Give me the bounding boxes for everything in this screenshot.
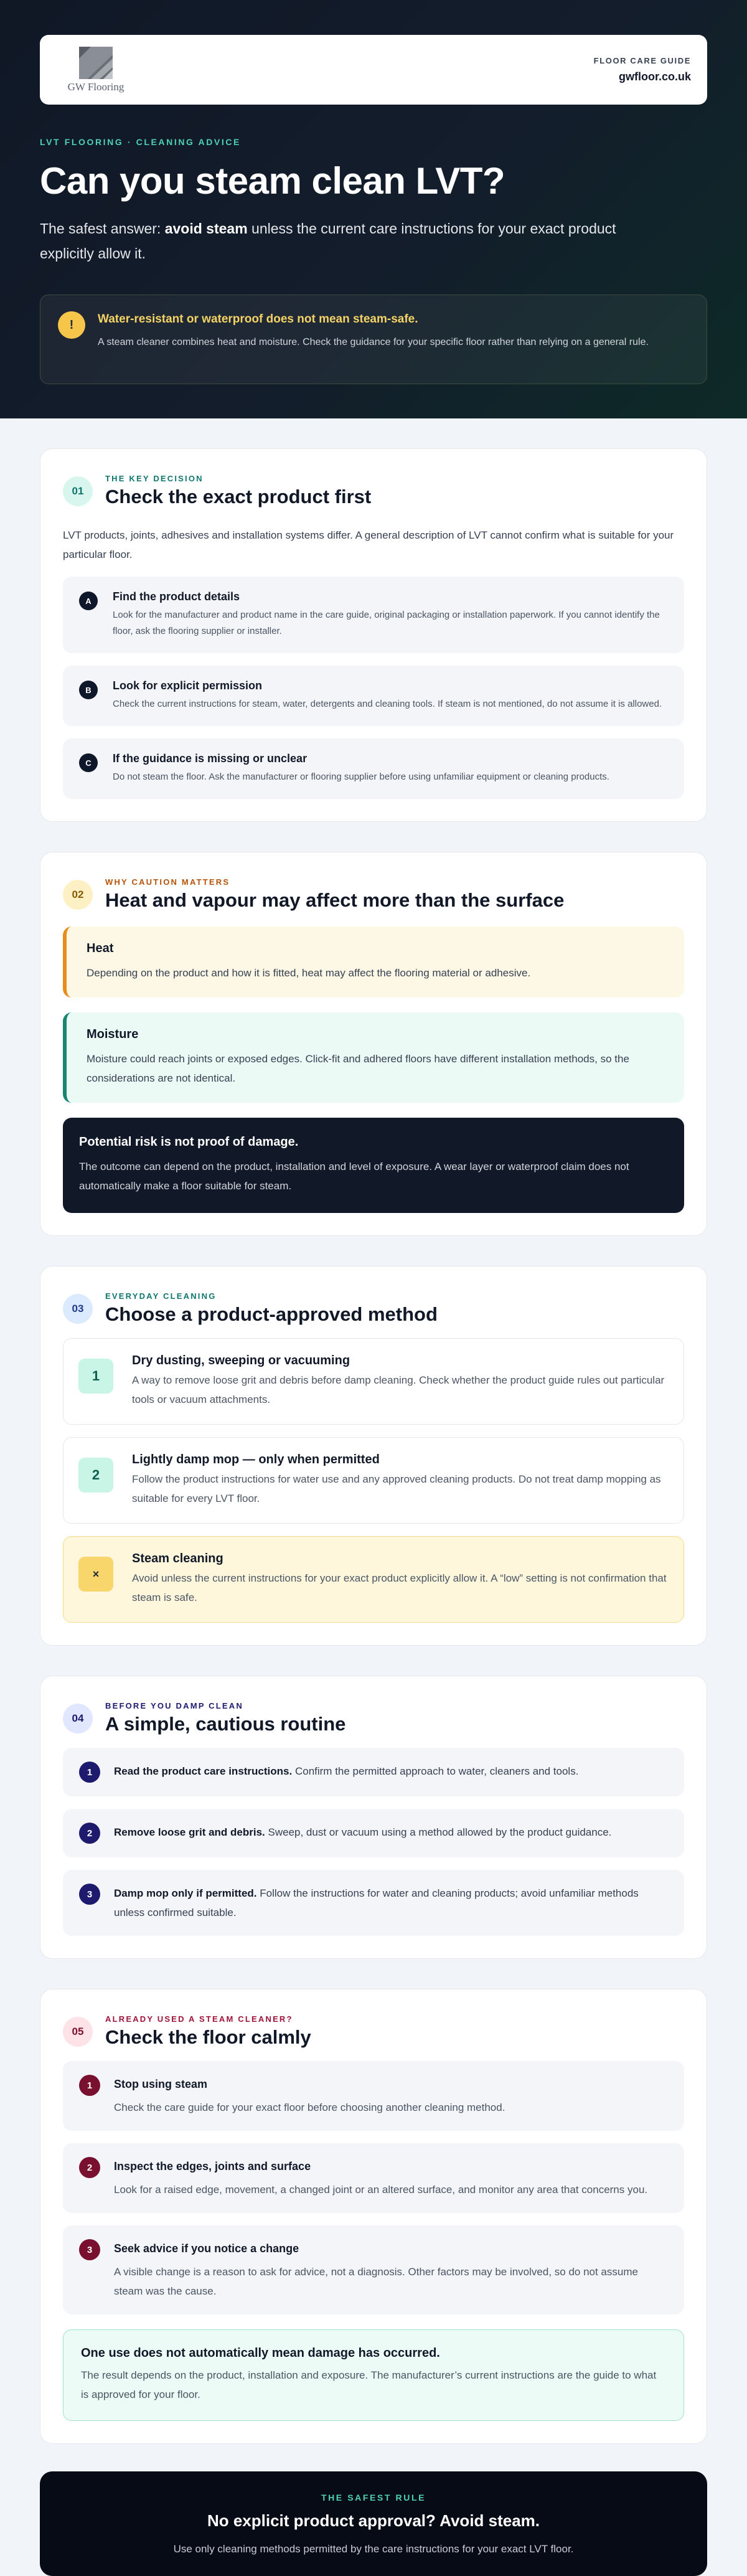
method-text: Follow the product instructions for water use and any approved cleaning products. Do not treat damp mopping as suitable for every LVT floor. bbox=[132, 1473, 661, 1504]
step-text: Follow the instructions for water and cleaning products; avoid unfamiliar methods unless confirmed suitable. bbox=[114, 1887, 639, 1918]
item-title: Find the product details bbox=[113, 590, 240, 603]
step-title: Seek advice if you notice a change bbox=[114, 2242, 299, 2255]
method-title: Steam cleaning bbox=[132, 1552, 223, 1565]
list-item bbox=[63, 738, 684, 799]
logo-mark-icon bbox=[78, 46, 113, 80]
section-number: 05 bbox=[63, 2017, 93, 2047]
risk-panel bbox=[63, 1118, 684, 1213]
moisture-panel bbox=[63, 1012, 684, 1103]
rule-text: Use only cleaning methods permitted by the care instructions for your exact LVT floor. bbox=[173, 2543, 574, 2555]
check-step bbox=[63, 2225, 684, 2314]
step-lead: Damp mop only if permitted. bbox=[114, 1887, 257, 1899]
check-step bbox=[63, 2061, 684, 2131]
step-number: 3 bbox=[79, 1884, 100, 1905]
hero-kicker: LVT FLOORING · CLEANING ADVICE bbox=[40, 137, 241, 147]
step-lead: Remove loose grit and debris. bbox=[114, 1826, 265, 1838]
warning-text: A steam cleaner combines heat and moisture. Check the guidance for your specific floor rather than relying on a general rule. bbox=[98, 337, 649, 347]
heat-panel bbox=[63, 927, 684, 998]
step-lead: Read the product care instructions. bbox=[114, 1765, 293, 1777]
section-number: 03 bbox=[63, 1294, 93, 1324]
warning-title: Water-resistant or waterproof does not mean steam-safe. bbox=[98, 313, 418, 326]
method-number: 2 bbox=[78, 1458, 113, 1493]
panel-title: Moisture bbox=[87, 1027, 139, 1041]
letter-badge: C bbox=[79, 753, 98, 772]
method-card bbox=[63, 1338, 684, 1425]
list-item bbox=[63, 666, 684, 726]
cross-icon: × bbox=[78, 1557, 113, 1592]
rule-title: No explicit product approval? Avoid steam. bbox=[207, 2511, 540, 2530]
section-title: Heat and vapour may affect more than the surface bbox=[105, 889, 565, 911]
brand-meta bbox=[594, 56, 691, 83]
section-kicker: BEFORE YOU DAMP CLEAN bbox=[105, 1701, 243, 1710]
routine-step bbox=[63, 1809, 684, 1857]
reassurance-note bbox=[63, 2329, 684, 2421]
step-text: Look for a raised edge, movement, a changed joint or an altered surface, and monitor any area that concerns you. bbox=[114, 2184, 648, 2196]
step-number: 2 bbox=[79, 1823, 100, 1844]
section-kicker: WHY CAUTION MATTERS bbox=[105, 877, 230, 887]
safest-rule-banner bbox=[40, 2471, 707, 2576]
step-title: Stop using steam bbox=[114, 2078, 208, 2090]
section-title: Check the exact product first bbox=[105, 486, 372, 507]
method-card-steam bbox=[63, 1536, 684, 1623]
warning-callout bbox=[40, 295, 707, 384]
section-number: 02 bbox=[63, 880, 93, 910]
step-number: 1 bbox=[79, 2075, 100, 2096]
step-number: 3 bbox=[79, 2239, 100, 2260]
brand-bar bbox=[40, 35, 707, 105]
item-text: Do not steam the floor. Ask the manufacturer or flooring supplier before using unfamiliar equipment or cleaning products. bbox=[113, 771, 609, 782]
site-domain-link[interactable]: gwfloor.co.uk bbox=[618, 70, 691, 83]
section-already-steamed bbox=[40, 1989, 707, 2444]
item-text: Check the current instructions for steam, water, detergents and cleaning tools. If steam is not mentioned, do not assume it is allowed. bbox=[113, 699, 662, 709]
method-number: 1 bbox=[78, 1359, 113, 1394]
step-text: Sweep, dust or vacuum using a method allowed by the product guidance. bbox=[265, 1826, 612, 1838]
rule-kicker: THE SAFEST RULE bbox=[321, 2493, 426, 2503]
panel-text: The outcome can depend on the product, installation and level of exposure. A wear layer or waterproof claim does not automatically make a floor suitable for steam. bbox=[79, 1161, 629, 1192]
page-title: Can you steam clean LVT? bbox=[40, 160, 505, 202]
section-kicker: THE KEY DECISION bbox=[105, 474, 204, 483]
hero bbox=[0, 0, 747, 418]
step-text: Confirm the permitted approach to water, cleaners and tools. bbox=[292, 1765, 579, 1777]
letter-badge: B bbox=[79, 681, 98, 699]
section-number: 04 bbox=[63, 1704, 93, 1734]
section-why-caution bbox=[40, 852, 707, 1236]
item-text: Look for the manufacturer and product name in the care guide, original packaging or installation paperwork. If you cannot identify the floor, ask the flooring supplier or installer. bbox=[113, 610, 660, 636]
letter-badge: A bbox=[79, 592, 98, 610]
step-title: Inspect the edges, joints and surface bbox=[114, 2160, 311, 2173]
section-kicker: EVERYDAY CLEANING bbox=[105, 1291, 217, 1301]
method-title: Lightly damp mop — only when permitted bbox=[132, 1453, 380, 1466]
section-routine bbox=[40, 1676, 707, 1959]
hero-sub-strong: avoid steam bbox=[164, 220, 248, 237]
note-text: The result depends on the product, installation and exposure. The manufacturer’s current instructions are the guide to what is approved for your floor. bbox=[81, 2369, 657, 2400]
section-title: A simple, cautious routine bbox=[105, 1713, 346, 1735]
hero-subtitle bbox=[40, 216, 637, 266]
routine-step bbox=[63, 1748, 684, 1796]
method-card bbox=[63, 1437, 684, 1524]
logo-text: GW Flooring bbox=[67, 81, 125, 93]
section-methods bbox=[40, 1266, 707, 1646]
step-text: Check the care guide for your exact floor before choosing another cleaning method. bbox=[114, 2102, 505, 2113]
section-intro: LVT products, joints, adhesives and installation systems differ. A general description of LVT cannot confirm what is suitable for your particular floor. bbox=[63, 529, 674, 560]
item-title: If the guidance is missing or unclear bbox=[113, 752, 308, 765]
panel-title: Potential risk is not proof of damage. bbox=[79, 1135, 299, 1149]
step-text: A visible change is a reason to ask for advice, not a diagnosis. Other factors may be involved, so do not assume steam was the cause. bbox=[114, 2266, 638, 2297]
section-title: Choose a product-approved method bbox=[105, 1303, 438, 1325]
section-title: Check the floor calmly bbox=[105, 2026, 311, 2048]
method-text: Avoid unless the current instructions for your exact product explicitly allow it. A “low” setting is not confirmation that steam is safe. bbox=[132, 1572, 667, 1603]
section-check-product bbox=[40, 448, 707, 822]
item-title: Look for explicit permission bbox=[113, 679, 263, 692]
exclamation-icon: ! bbox=[58, 311, 85, 339]
hero-sub-prefix: The safest answer: bbox=[40, 220, 165, 237]
check-step bbox=[63, 2143, 684, 2213]
section-kicker: ALREADY USED A STEAM CLEANER? bbox=[105, 2014, 293, 2024]
list-item bbox=[63, 577, 684, 653]
step-number: 1 bbox=[79, 1762, 100, 1783]
logo[interactable] bbox=[60, 46, 132, 93]
method-title: Dry dusting, sweeping or vacuuming bbox=[132, 1354, 350, 1367]
section-number: 01 bbox=[63, 476, 93, 506]
guide-label: FLOOR CARE GUIDE bbox=[593, 56, 691, 65]
hero-sub-suffix: unless the current care instructions for your exact product explicitly allow it. bbox=[40, 220, 616, 262]
step-number: 2 bbox=[79, 2157, 100, 2178]
method-text: A way to remove loose grit and debris before damp cleaning. Check whether the product guide rules out particular tools or vacuum attachments. bbox=[132, 1374, 665, 1405]
panel-text: Moisture could reach joints or exposed edges. Click-fit and adhered floors have different installation methods, so the considerations are not identical. bbox=[87, 1053, 629, 1084]
panel-text: Depending on the product and how it is fitted, heat may affect the flooring material or adhesive. bbox=[87, 967, 531, 979]
routine-step bbox=[63, 1870, 684, 1936]
panel-title: Heat bbox=[87, 941, 114, 955]
note-title: One use does not automatically mean damage has occurred. bbox=[81, 2346, 440, 2360]
